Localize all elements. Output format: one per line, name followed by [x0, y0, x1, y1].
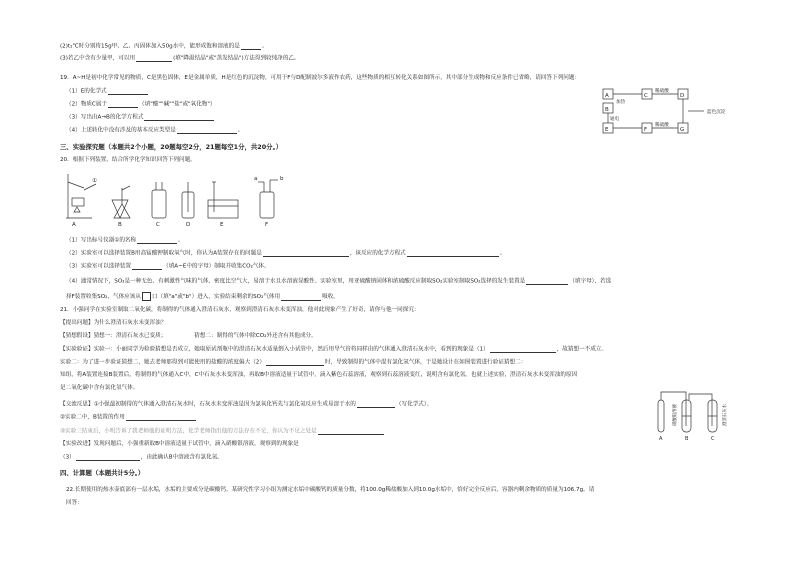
apparatus-figure — [62, 168, 292, 230]
line-q20: 20．根据下列装置，结合所学化学知识回答下列问题。 — [60, 157, 196, 163]
node-f-label: F — [644, 127, 648, 133]
answer-blank[interactable] — [490, 347, 556, 353]
answer-blank[interactable] — [108, 102, 138, 108]
edge-heat: 加热 — [616, 100, 626, 105]
pipe-label-b: b — [280, 176, 284, 182]
verification-apparatus — [652, 386, 732, 442]
line-q19-3: （3）写出由A→B的化学方程式 — [66, 115, 215, 121]
answer-blank[interactable] — [241, 44, 261, 50]
bottle-c-label: 澄清石灰水 — [723, 404, 728, 426]
answer-blank[interactable] — [266, 360, 324, 366]
line-q21-reflect-2: ②实验二中，B装置的作用 — [60, 415, 197, 421]
answer-blank[interactable] — [76, 455, 140, 461]
section-4-heading: 四、计算题（本题共计5分。） — [60, 469, 145, 477]
node-e-label: E — [605, 127, 609, 133]
node-d-label: D — [680, 93, 685, 99]
answer-blank[interactable] — [132, 264, 162, 270]
edge-acid-1: 稀硫酸 — [655, 89, 669, 94]
line-q21: 21．小强同学在实验室制取二氧化碳，将制得的气体通入澄清石灰水，观察到澄清石灰水未变浑浊，他对此现象产生了好奇，请你与他一同探究： — [60, 307, 420, 313]
apparatus-label-c: C — [156, 222, 160, 228]
line-q21-exp2-cont: 知组，将A装置连接B装置后，将制得的气体通入C中，C中石灰水未变浑浊，再取B中溶液适量于试管中，滴入紫色石蕊溶液，观察到石蕊溶液变红，说明含有氯化氢。也就上述实验，澄清石灰水未变浑浊的原因 — [60, 372, 578, 378]
node-g-label: G — [680, 127, 685, 133]
line-q21-exp1: 【实验验证】实验一：小丽同学为检验猜想是否成立，她取原试剂瓶中的澄清石灰水适量倒入小试管中，然后用导气管将同样由的气体通入澄清石灰水中，看到的现象是（1） ，故猜想一不成立。 — [60, 346, 608, 353]
line-q20-5: 择F装置收集SO₂，气体应该从 口（填"a"或"b"）进入，实验结束剩余的SO₂气体用 吸收。 — [66, 294, 339, 300]
answer-blank[interactable] — [407, 251, 499, 257]
answer-blank[interactable] — [137, 238, 177, 244]
answer-blank[interactable] — [126, 415, 196, 421]
answer-blank[interactable] — [108, 89, 148, 95]
answer-box[interactable] — [142, 292, 151, 301]
line-q19-1: （1）E的化学式 — [66, 89, 149, 95]
line-q21-improve: 【实验改进】发现问题后，小强重新取B中溶液适量于试管中，滴入硝酸银溶液，观察到的现象是 — [60, 441, 299, 447]
line-q21-question: 【提出问题】为什么澄清石灰水未变浑浊？ — [60, 320, 167, 326]
line-q20-2: （2）实验室可以选择装置B用高锰酸钾制取氧气时，你认为A装置存在的问题是 ，该反应的化学方程式 。 — [66, 250, 506, 257]
line-q18-3: (3)若乙中含有少量甲，可以用 (填"降温结晶"或"蒸发结晶")方法得到较纯净的乙。 — [60, 55, 300, 62]
right-label-c: C — [711, 436, 715, 442]
line-q21-exp2-end: 是二氧化碳中含有氯化氢气体。 — [60, 385, 139, 391]
apparatus-marker-1: ① — [92, 178, 97, 184]
right-label-a: A — [659, 436, 663, 442]
line-q19-2: （2）物质C属于 （填"酸""碱""盐"或"氧化物"） — [66, 101, 216, 108]
node-a-label: A — [605, 93, 609, 99]
answer-blank[interactable] — [136, 56, 172, 62]
line-q21-reflect-1: 【交流反思】①小强最初制得的气体通入澄清石灰水时，石灰水未变浑浊是因为氯氧化钙先与氯化氢反应生成易溶于水的 （写化学式）。 — [60, 401, 433, 408]
answer-blank[interactable] — [357, 402, 395, 408]
edge-product: 蓝色沉淀 — [707, 110, 726, 115]
answer-blank[interactable] — [177, 128, 237, 134]
line-q22-cont: 回答： — [66, 500, 83, 506]
line-q22: 22.长期使用的热水壶底部有一层水垢，水垢的主要成分是碳酸钙。某研究性学习小组为测定水垢中碳酸钙的质量分数，将100.0g稀盐酸加入到10.0g水垢中，恰好完全反应后，容器内剩余物质的质量为106.7g。请 — [66, 487, 595, 493]
line-q19-4: （4）上述转化中没有涉及的基本反应类型是 。 — [66, 127, 244, 134]
reaction-flowchart — [600, 84, 770, 142]
line-q21-reflect-3: ③实验三结束后，小明告诉了我老师他的证明方法，化学老师指出他的方法存在不足，你认为不足之处是 — [60, 429, 385, 435]
line-q21-improve-2: （3） ，由此确认B中溶液含有氯化氢。 — [60, 454, 223, 461]
apparatus-label-f: F — [265, 222, 269, 228]
edge-acid-2: 稀硫酸 — [655, 123, 669, 128]
apparatus-label-d: D — [186, 222, 191, 228]
line-q20-4: （4）通常情况下，SO₂是一种无色、有刺激性气味的气体，密度比空气大，易溶于水且水溶液显酸性。实验室里，用亚硫酸钠固体和浓硫酸反应制取SO₂实验室制取SO₂选择的发生装置是 （填字母），若选 — [66, 278, 612, 285]
line-q20-1: （1）写出标号仪器①的名称 。 — [66, 237, 184, 244]
right-label-b: B — [685, 436, 689, 442]
answer-blank[interactable] — [318, 429, 384, 435]
answer-blank[interactable] — [281, 295, 321, 301]
answer-blank[interactable] — [263, 251, 349, 257]
bottle-b-label: 硝酸银溶液 — [673, 404, 678, 426]
apparatus-label-e: E — [220, 222, 224, 228]
apparatus-label-b: B — [118, 222, 122, 228]
line-q20-3: （3）实验室可以选择装置 （填A~E中的字母）制取并收集CO₂气体。 — [66, 263, 270, 270]
line-q21-exp2: 实验二：为了进一步验证猜想二，她去老师那得到可能使用的盐酸的浓度偏大（2） 时，导致制得的气体中混有氯化氢气体，于是她设计在如图装置进行验证猜想二： — [60, 359, 527, 366]
line-q21-hypothesis: 【猜想假设】猜想一：澄清石灰水已变质； 猜想二：制得的气体中除CO₂外还含有其他成分。 — [60, 333, 317, 339]
node-c-label: C — [644, 93, 648, 99]
section-3-heading: 三、实验探究题（本题共2个小题，20题每空2分，21题每空1分，共20分。） — [60, 143, 283, 151]
apparatus-label-a: A — [72, 222, 76, 228]
edge-power: 通电 — [610, 117, 620, 122]
answer-blank[interactable] — [144, 115, 214, 121]
line-q18-2: (2)t₂℃时分别将15g甲、乙、丙固体加入50g水中，能形成饱和溶液的是 。 — [60, 43, 268, 50]
node-b-label: B — [605, 107, 609, 113]
answer-blank[interactable] — [526, 279, 568, 285]
pipe-label-a: a — [254, 176, 258, 182]
line-q19: 19．A~H是初中化学常见的物质，C是黑色固体，E是金属单质，H是红色的沉淀物，可用于F与D配制波尔多液作农药，这些物质的相互转化关系如图所示，其中部分生成物和反应条件已省略，请回答下列问题： — [60, 75, 581, 81]
